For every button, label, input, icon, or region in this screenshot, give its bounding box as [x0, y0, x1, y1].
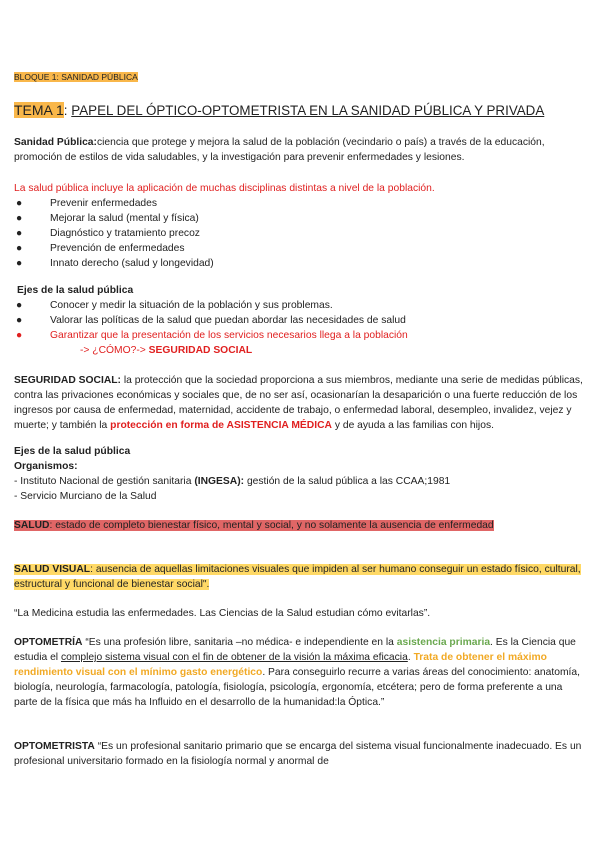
- optometria-term: OPTOMETRÍA: [14, 637, 83, 648]
- title-colon: :: [63, 103, 68, 118]
- sanidad-red-line: La salud pública incluye la aplicación de muchas disciplinas distintas a nivel de la población.: [14, 183, 435, 194]
- ejes-bullet-list: [14, 298, 586, 358]
- optometrista-term: OPTOMETRISTA: [14, 741, 95, 752]
- rendimiento-visual-highlight: Trata de obtener el máximo rendimiento visual con el mínimo gasto energético: [14, 652, 547, 678]
- list-item: ● Conocer y medir la situación de la población y sus problemas.: [16, 300, 333, 311]
- optometria-paragraph: OPTOMETRÍA “Es una profesión libre, sanitaria –no médica- e independiente en la asistencia primaria. Es la Ciencia que estudia el complejo sistema visual con el fin de obtener de la visión la máxima eficacia. Trata de obtener el máximo rendimiento visual con el mínimo gasto energético. Para conseguirlo recurre a varias áreas del conocimiento: anatomía, biología, neurología, farmacología, patología, fisiología, psicología, ergonomía, etcétera; pero de forma preferente a una parte de la física que más ha Influido en el desarrollo de la humanidad:la Óptica.”: [14, 637, 580, 708]
- sanidad-term: Sanidad Pública:: [14, 137, 97, 148]
- list-item: ● Innato derecho (salud y longevidad): [16, 258, 214, 269]
- salud-visual-definition: SALUD VISUAL: ausencia de aquellas limitaciones visuales que impiden al ser humano conseguir un estado físico, cultural, estructural y funcional de bienestar social".: [14, 564, 581, 590]
- sanidad-bullet-list: [14, 196, 586, 271]
- seguridad-paragraph: SEGURIDAD SOCIAL: la protección que la sociedad proporciona a sus miembros, mediante una serie de medidas públicas, contra las privaciones económicas y sociales que, de no ser así, ocasionarían la desaparición o una fuerte reducción de los ingresos por causa de enfermedad, maternidad, accidente de trabajo, o enfermedad laboral, desempleo, invalidez, vejez y muerte; y también la protección en forma de ASISTENCIA MÉDICA y de ayuda a las familias con hijos.: [14, 375, 583, 431]
- block-label-line: [14, 70, 586, 85]
- list-item: ● Prevenir enfermedades: [16, 198, 158, 209]
- asistencia-primaria-highlight: asistencia primaria: [396, 637, 491, 648]
- block-label: BLOQUE 1: SANIDAD PÚBLICA: [14, 72, 138, 82]
- list-item: ● Mejorar la salud (mental y física): [16, 213, 199, 224]
- list-item: ● Diagnóstico y tratamiento precoz: [16, 228, 200, 239]
- page-title: [14, 101, 586, 120]
- seguridad-ejes-heading: Ejes de la salud pública: [14, 446, 131, 457]
- asistencia-medica-highlight: protección en forma de ASISTENCIA MÉDICA: [110, 420, 332, 431]
- list-item: ● Valorar las políticas de la salud que puedan abordar las necesidades de salud: [16, 315, 406, 326]
- organismo-murciano: - Servicio Murciano de la Salud: [14, 491, 157, 502]
- list-item: ● Prevención de enfermedades: [16, 243, 185, 254]
- title-prefix: TEMA 1: [14, 102, 64, 118]
- ejes-arrow-line: -> ¿CÓMO?-> SEGURIDAD SOCIAL: [80, 345, 253, 356]
- sanidad-paragraph: [14, 135, 586, 165]
- ejes-heading: Ejes de la salud pública: [17, 285, 134, 296]
- organismos-heading: Organismos:: [14, 461, 78, 472]
- sanidad-def: ciencia que protege y mejora la salud de la población (vecindario o país) a través de la educación, promoción de estilos de vida saludables, y la investigación para prevenir enfermedades y lesiones.: [14, 137, 545, 163]
- salud-definition: SALUD: estado de completo bienestar físico, mental y social, y no solamente la ausencia de enfermedad: [14, 520, 494, 531]
- optometrista-paragraph: OPTOMETRISTA “Es un profesional sanitario primario que se encarga del sistema visual funcionalmente inadecuado. Es un profesional universitario formado en la fisiología normal y anormal de: [14, 741, 582, 767]
- organismo-ingesa: - Instituto Nacional de gestión sanitaria (INGESA): gestión de la salud pública a las CCAA;1981: [14, 476, 451, 487]
- title-text: PAPEL DEL ÓPTICO-OPTOMETRISTA EN LA SANIDAD PÚBLICA Y PRIVADA: [71, 103, 545, 118]
- seguridad-term: SEGURIDAD SOCIAL:: [14, 375, 121, 386]
- medicina-quote: “La Medicina estudia las enfermedades. Las Ciencias de la Salud estudian cómo evitarlas”.: [14, 608, 431, 619]
- complejo-sistema-underline: complejo sistema visual con el fin de obtener de la visión la máxima eficacia: [60, 652, 408, 663]
- list-item: ● Garantizar que la presentación de los servicios necesarios llega a la población: [16, 330, 408, 341]
